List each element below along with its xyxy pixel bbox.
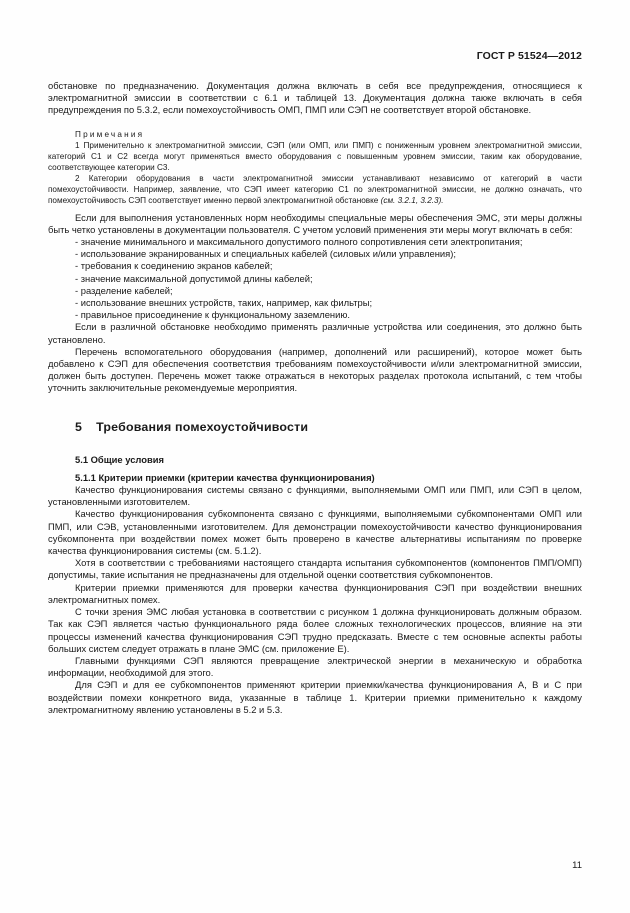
note-2-reference: (см. 3.2.1, 3.2.3).: [380, 195, 444, 205]
list-item: - значение минимального и максимального допустимого полного сопротивления сети электропитания;: [75, 236, 523, 248]
body-paragraph: Хотя в соответствии с требованиями настоящего стандарта испытания субкомпонентов (компонентов ПМП/ОМП) допустимы, такие испытания не предназначены для отдельной оценки соответствия субкомпонентов.: [48, 557, 582, 581]
list-item: - использование экранированных и специальных кабелей (силовых и/или управления);: [75, 248, 456, 260]
note-2-text: 2 Категории оборудования в части электромагнитной эмиссии устанавливают независимо от категорий в части помехоустойчивости. Например, заявление, что СЭП имеет категорию C1 по электромагнитной эмиссии, не должно означать, что помехоустойчивость СЭП соответствует именно первой электромагнитной обстановке: [48, 173, 582, 205]
paragraph-continued: обстановке по предназначению. Документация должна включать в себя все предупреждения, относящиеся к электромагнитной эмиссии в соответствии с 6.1 и таблицей 13. Документация должна также включать в себя предупреждения по 5.3.2, если помехоустойчивость ОМП, ПМП или СЭП не соответствует второй обстановке.: [48, 80, 582, 116]
page-number: 11: [572, 860, 582, 871]
notes-heading: Примечания: [75, 129, 145, 139]
subsection-heading-5-1: 5.1 Общие условия: [75, 453, 164, 465]
body-paragraph: Для СЭП и для ее субкомпонентов применяют критерии приемки/качества функционирования А, В и С при воздействии помехи конкретного вида, указанные в таблице 1. Критерии приемки применительно к каждому электромагнитному явлению установлены в 5.2 и 5.3.: [48, 679, 582, 715]
document-code-header: ГОСТ Р 51524—2012: [476, 50, 582, 62]
body-paragraph: С точки зрения ЭМС любая установка в соответствии с рисунком 1 должна функционировать должным образом. Так как СЭП является частью функционального ряда более сложных технологических процессов, влияние на эти процессы изменений качества функционирования СЭП трудно предсказать. Вместе с тем основные аспекты работы больших систем следует отражать в плане ЭМС (см. приложение Е).: [48, 606, 582, 654]
body-paragraph: Качество функционирования субкомпонента связано с функциями, выполняемыми субкомпонентами ОМП или ПМП, или СЭВ, установленными изготовителем. Для демонстрации помехоустойчивости качество функционирования субкомпонента при воздействии помех может быть проверено в качестве альтернативы испытаниям по проверке качества функционирования системы (см. 5.1.2).: [48, 508, 582, 557]
section-title: Требования помехоустойчивости: [96, 419, 309, 434]
body-paragraph: Качество функционирования системы связано с функциями, выполняемыми ОМП или ПМП, или СЭП в целом, установленными изготовителем.: [48, 484, 582, 508]
measures-list: [48, 236, 582, 321]
body-paragraph: Критерии приемки применяются для проверки качества функционирования СЭП при воздействии внешних электромагнитных помех.: [48, 581, 582, 605]
paragraph-environment: Если в различной обстановке необходимо применять различные устройства или соединения, это должно быть установлено.: [48, 321, 582, 345]
list-item: - правильное присоединение к функциональному заземлению.: [75, 309, 350, 321]
page-content: [48, 80, 582, 716]
note-1: 1 Применительно к электромагнитной эмиссии, СЭП (или ОМП, или ПМП) с пониженным уровнем электромагнитной эмиссии, категорий C1 и C2 всегда могут применяться вместо оборудования с повышенным уровнем эмиссии, таким как оборудование, соответствующее категории C3.: [48, 140, 582, 172]
body-paragraph: Главными функциями СЭП являются превращение электрической энергии в механическую и обработка информации, необходимой для этого.: [48, 654, 582, 679]
paragraph-auxiliary-equipment: Перечень вспомогательного оборудования (например, дополнений или расширений), которое может быть добавлено к СЭП для обеспечения соответствия требованиям помехоустойчивости и/или электромагнитной эмиссии, должен быть доступен. Перечень может также отражаться в некоторых разделах протокола испытаний, с тем чтобы уточнить заключительные рекомендуемые мероприятия.: [48, 345, 582, 394]
list-item: - требования к соединению экранов кабелей;: [75, 260, 273, 272]
subsection-heading-5-1-1: 5.1.1 Критерии приемки (критерии качества функционирования): [75, 471, 375, 483]
list-item: - разделение кабелей;: [75, 284, 173, 296]
section-heading: [48, 420, 582, 434]
paragraph-emc-measures: Если для выполнения установленных норм необходимы специальные меры обеспечения ЭМС, эти меры должны быть четко установлены в документации пользователя. С учетом условий применения эти меры могут включать в себя:: [48, 211, 582, 235]
list-item: - использование внешних устройств, таких, например, как фильтры;: [75, 297, 373, 309]
list-item: - значение максимальной допустимой длины кабелей;: [75, 272, 313, 284]
note-2: [48, 173, 582, 206]
section-number: 5: [75, 419, 83, 434]
